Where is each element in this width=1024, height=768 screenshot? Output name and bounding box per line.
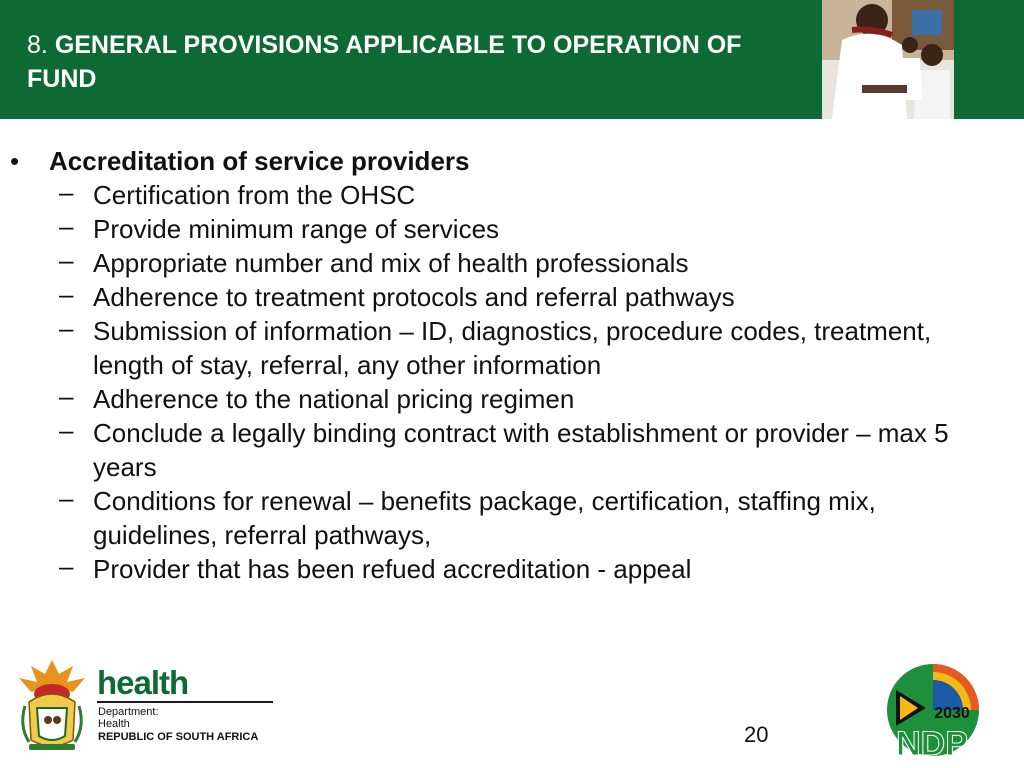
main-bullet: • bbox=[10, 146, 20, 176]
ndp-text: NDP bbox=[896, 725, 968, 760]
list-item-text: Certification from the OHSC bbox=[93, 180, 416, 210]
sub-list bbox=[0, 178, 1000, 586]
list-item-text: Submission of information – ID, diagnostics, procedure codes, treatment, length of stay, referral, any other information bbox=[93, 316, 932, 380]
slide-title bbox=[27, 28, 817, 96]
dash: – bbox=[59, 551, 74, 581]
ndp-year: 2030 bbox=[934, 705, 970, 722]
country-label: REPUBLIC OF SOUTH AFRICA bbox=[98, 731, 259, 743]
department-label: Department: bbox=[98, 706, 159, 718]
dash: – bbox=[59, 279, 74, 309]
slide-header bbox=[0, 0, 1024, 119]
dash: – bbox=[59, 245, 74, 275]
section-number: 8. bbox=[27, 31, 48, 59]
department-name: Health bbox=[98, 718, 130, 730]
list-item bbox=[0, 280, 1000, 314]
dash: – bbox=[59, 211, 74, 241]
list-item bbox=[0, 382, 1000, 416]
health-wordmark: health bbox=[97, 664, 189, 701]
dash: – bbox=[59, 483, 74, 513]
section-title: GENERAL PROVISIONS APPLICABLE TO OPERATION OF FUND bbox=[27, 31, 742, 93]
header-photo bbox=[822, 0, 954, 119]
ndp-2030-logo-icon bbox=[874, 660, 992, 760]
list-item-text: Appropriate number and mix of health professionals bbox=[93, 248, 689, 278]
dash: – bbox=[59, 381, 74, 411]
list-item-text: Adherence to the national pricing regimen bbox=[93, 384, 575, 414]
list-item-text: Provide minimum range of services bbox=[93, 214, 500, 244]
list-item bbox=[0, 314, 1000, 382]
dash: – bbox=[59, 415, 74, 445]
list-item bbox=[0, 246, 1000, 280]
list-item-text: Conditions for renewal – benefits package, certification, staffing mix, guidelines, referral pathways, bbox=[93, 486, 876, 550]
dash: – bbox=[59, 313, 74, 343]
list-item bbox=[0, 178, 1000, 212]
page-number: 20 bbox=[744, 722, 769, 747]
nurse-children-photo bbox=[822, 0, 954, 119]
list-item bbox=[0, 552, 1000, 586]
list-item bbox=[0, 212, 1000, 246]
main-heading: Accreditation of service providers bbox=[49, 146, 470, 176]
list-item-text: Conclude a legally binding contract with establishment or provider – max 5 years bbox=[93, 418, 949, 482]
list-item-text: Adherence to treatment protocols and referral pathways bbox=[93, 282, 735, 312]
list-item bbox=[0, 484, 1000, 552]
health-divider bbox=[97, 701, 273, 703]
list-item bbox=[0, 416, 1000, 484]
list-item-text: Provider that has been refued accreditation - appeal bbox=[93, 554, 692, 584]
dash: – bbox=[59, 177, 74, 207]
